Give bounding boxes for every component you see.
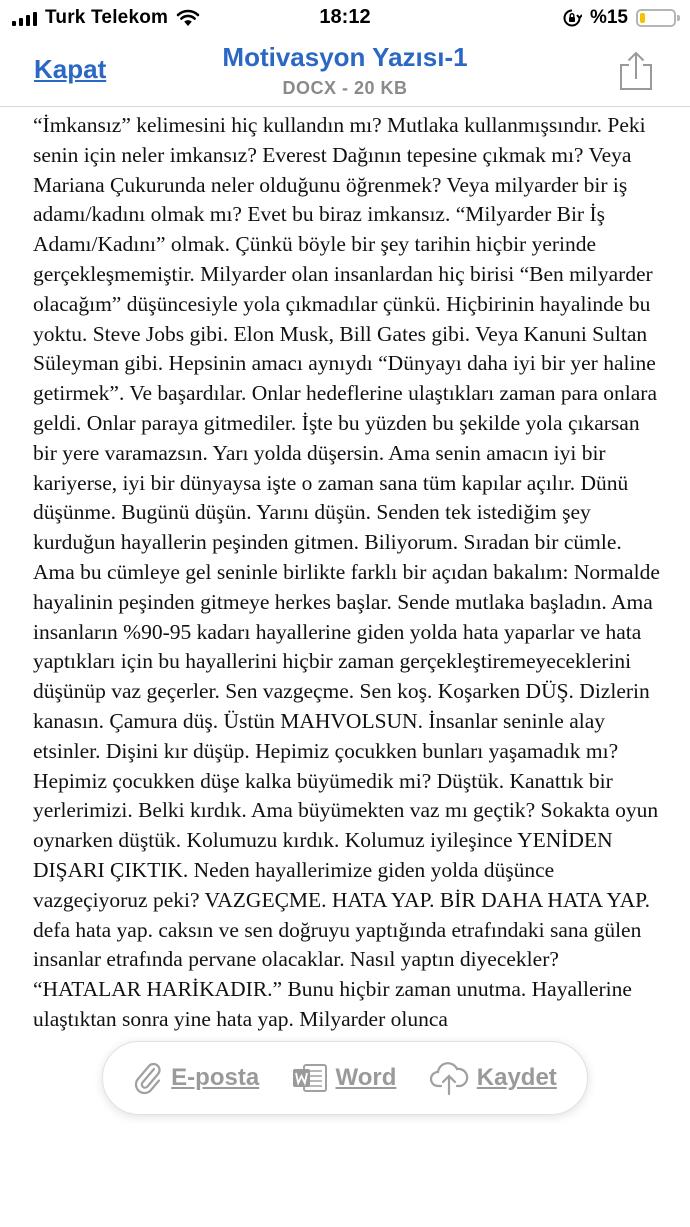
status-right (562, 6, 676, 30)
word-doc-icon (292, 1063, 328, 1093)
share-button[interactable] (616, 50, 656, 92)
battery-icon (636, 9, 676, 27)
save-button[interactable] (429, 1060, 557, 1096)
document-info: DOCX - 20 KB (282, 78, 408, 98)
battery-fill (640, 13, 645, 23)
close-button[interactable]: Kapat (34, 54, 107, 84)
carrier-name: Turk Telekom (45, 7, 169, 28)
word-label: Word (335, 1064, 397, 1091)
paperclip-icon (133, 1060, 163, 1096)
orientation-lock-icon (562, 8, 582, 28)
word-button[interactable] (292, 1063, 397, 1093)
cloud-upload-icon (429, 1060, 469, 1096)
nav-bar (0, 36, 690, 107)
status-bar (0, 0, 690, 36)
save-label: Kaydet (476, 1064, 557, 1091)
email-button[interactable] (133, 1060, 259, 1096)
status-time: 18:12 (319, 6, 371, 28)
battery-percent: %15 (589, 7, 628, 28)
document-text: “İmkansız” kelimesini hiç kullandın mı? Mutlaka kullanmışsındır. Peki senin için neler imkansız? Everest Dağının tepesine çıkmak mı? Veya Mariana Çukurunda neler olduğunu öğrenmek? Veya milyarder bir iş adamı/kadını olmak mı? Evet bu biraz imkansız. “Milyarder Bir İş Adamı/Kadını” olmak. Çünkü böyle bir şey tarihin hiçbir yerinde gerçekleşmemiştir. Milyarder olan insanlardan hiç birisi “Ben milyarder olacağım” düşüncesiyle yola çıkmadılar çünkü. Hiçbirinin hayalinde bu yoktu. Steve Jobs gibi. Elon Musk, Bill Gates gibi. Veya Kanuni Sultan Süleyman gibi. Hepsinin amacı aynıydı “Dünyayı daha iyi bir yer haline getirmek”. Ve başardılar. Onlar hedeflerine ulaştıkları zaman para onlara geldi. Onlar paraya gitmediler. İşte bu yüzden bu şekilde yola çıkarsan bir yere varamazsın. Yarı yolda düşersin. Ama senin amacın iyi bir kariyerse, iyi bir dünyaysa işte o zaman sana tüm kapılar açılır. Dünü düşünme. Bugünü düşün. Yarını düşün. Senden tek istediğim şey kurduğun hayallerin peşinden gitmen. Biliyorum. Sıradan bir cümle. Ama bu cümleye gel seninle birlikte farklı bir açıdan bakalım: Normalde hayalinin peşinden gitmeye herkes başlar. Sende mutlaka başladın. Ama insanların %90-95 kadarı hayallerine giden yolda hata yaparlar ve hata yaptıkları için bu hayallerini hiçbir zaman gerçekleştiremeyeceklerini düşünüp vaz geçerler. Sen vazgeçme. Sen koş. Koşarken DÜŞ. Dizlerin kanasın. Çamura düş. Üstün MAHVOLSUN. İnsanlar seninle alay etsinler. Dişini kır düşüp. Hepimiz çocukken bunları yaşamadık mı? Hepimiz çocukken düşe kalka büyümedik mi? Düştük. Kanattık bir yerlerimizi. Belki kırdık. Ama büyümekten vaz mı geçtik? Sokakta oyun oynarken düştük. Kolumuzu kırdık. Kolumuz iyileşince YENİDEN DIŞARI ÇIKTIK. Neden hayallerimize giden yolda düşünce vazgeçiyoruz peki? VAZGEÇME. HATA YAP. BİR DAHA HATA YAP. defa hata yap. caksın ve sen doğruyu yaptığında etrafındaki sana gülen insanlar etrafında pervane olacaklar. Nasıl yaptın diyecekler? “HATALAR HARİKADIR.” Bunu hiçbir zaman unutma. Hayallerine ulaştıktan sonra yine hata yap. Milyarder olunca (33, 113, 660, 1031)
action-bar (102, 1041, 588, 1115)
email-label: E-posta (171, 1064, 260, 1091)
document-title: Motivasyon Yazısı-1 (222, 42, 468, 72)
share-icon (616, 50, 656, 92)
